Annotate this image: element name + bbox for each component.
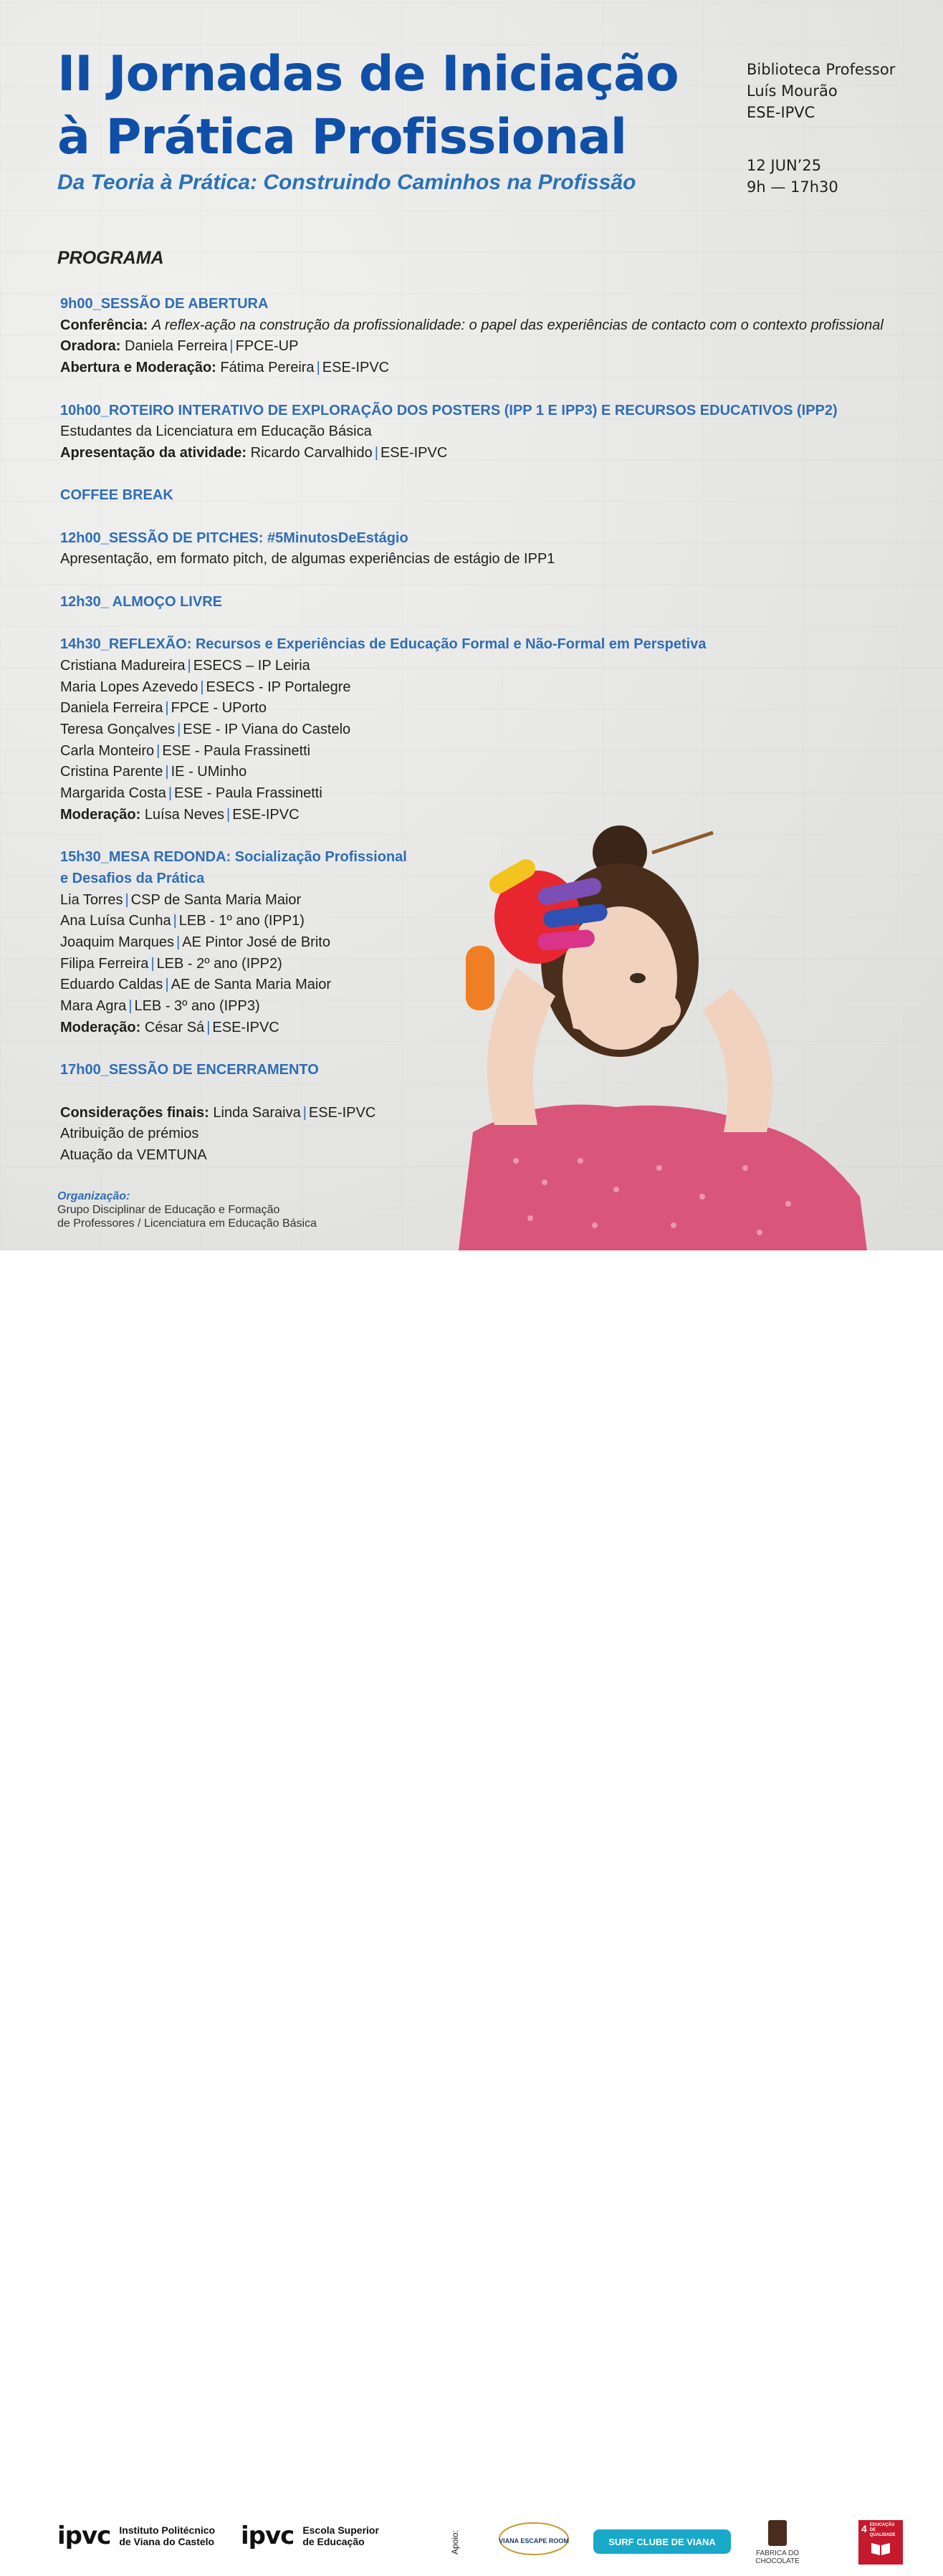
ipvc-logo-line: de Viana do Castelo bbox=[119, 2536, 215, 2547]
program-line bbox=[60, 421, 934, 443]
person-name: Mara Agra bbox=[60, 998, 127, 1015]
choc-line: CHOCOLATE bbox=[755, 2557, 800, 2565]
line-text: Apresentação, em formato pitch, de algumas experiências de estágio de IPP1 bbox=[60, 551, 555, 568]
affiliation: ESE - IP Viana do Castelo bbox=[183, 721, 351, 737]
person-name: Carla Monteiro bbox=[60, 742, 155, 759]
section-title: 17h00_SESSÃO DE ENCERRAMENTO bbox=[60, 1062, 319, 1078]
affiliation: AE de Santa Maria Maior bbox=[171, 977, 332, 993]
person-name: César Sá bbox=[144, 1019, 205, 1035]
separator: | bbox=[187, 657, 191, 674]
apoio-label: Apoio: bbox=[450, 2529, 460, 2555]
affiliation: LEB - 3º ano (IPP3) bbox=[134, 998, 260, 1015]
program-section bbox=[60, 485, 934, 507]
title-line-2: à Prática Profissional bbox=[57, 109, 627, 166]
person-name: Maria Lopes Azevedo bbox=[60, 679, 198, 695]
venue-location bbox=[747, 59, 933, 123]
program-section bbox=[60, 401, 934, 464]
affiliation: LEB - 2º ano (IPP2) bbox=[156, 955, 282, 972]
title-line-1: II Jornadas de Iniciação bbox=[57, 46, 679, 102]
escape-room-text: VIANA ESCAPE ROOM bbox=[499, 2537, 569, 2544]
fabrica-chocolate-logo[interactable] bbox=[754, 2519, 801, 2576]
person-name: Eduardo Caldas bbox=[60, 977, 163, 993]
chocolate-icon bbox=[767, 2519, 788, 2547]
program-section bbox=[60, 528, 934, 570]
section-title: 10h00_ROTEIRO INTERATIVO DE EXPLORAÇÃO DOS POSTERS (IPP 1 E IPP3) E RECURSOS EDUCATIVOS (IPP2) bbox=[60, 402, 838, 418]
separator: | bbox=[206, 1019, 211, 1035]
line-label: Moderação: bbox=[60, 1019, 141, 1035]
venue-info bbox=[747, 59, 933, 198]
ese-logo[interactable] bbox=[241, 2522, 379, 2550]
line-label: Apresentação da atividade: bbox=[60, 444, 247, 461]
venue-line: Luís Mourão bbox=[747, 82, 838, 100]
surf-clube-logo[interactable] bbox=[593, 2529, 731, 2554]
program-line bbox=[60, 805, 934, 826]
program-line bbox=[60, 443, 934, 464]
person-name: Cristina Parente bbox=[60, 764, 163, 780]
separator: | bbox=[229, 338, 234, 355]
event-date: 12 JUN’25 bbox=[747, 157, 822, 174]
affiliation: ESE-IPVC bbox=[322, 360, 390, 376]
separator: | bbox=[165, 700, 169, 717]
ese-logo-line: de Educação bbox=[302, 2536, 365, 2547]
separator: | bbox=[302, 1104, 307, 1121]
affiliation: ESE-IPVC bbox=[380, 444, 448, 461]
person-name: Daniela Ferreira bbox=[60, 700, 163, 717]
program-line bbox=[60, 762, 934, 783]
section-title-continued: e Desafios da Prática bbox=[60, 870, 205, 886]
separator: | bbox=[176, 934, 181, 950]
program-line bbox=[60, 719, 934, 741]
affiliation: ESECS - IP Portalegre bbox=[206, 679, 351, 695]
event-time: 9h — 17h30 bbox=[747, 178, 838, 196]
sdg-quality-education-badge[interactable] bbox=[858, 2520, 903, 2565]
poster bbox=[0, 0, 943, 1250]
line-label: Conferência: bbox=[60, 317, 148, 333]
sdg-text: EDUCAÇÃO DE QUALIDADE bbox=[869, 2523, 896, 2537]
organization-line: de Professores / Licenciatura em Educação Básica bbox=[57, 1217, 317, 1230]
affiliation: FPCE-UP bbox=[235, 338, 299, 355]
program-line bbox=[60, 358, 934, 379]
event-subtitle: Da Teoria à Prática: Construindo Caminhos na Profissão bbox=[57, 171, 636, 194]
affiliation: ESE-IPVC bbox=[212, 1019, 279, 1035]
separator: | bbox=[156, 742, 161, 759]
ese-logo-mark: ipvc bbox=[241, 2522, 295, 2550]
person-name: Daniela Ferreira bbox=[125, 338, 228, 355]
person-name: Luísa Neves bbox=[144, 806, 224, 823]
organization-title: Organização: bbox=[57, 1190, 130, 1202]
program-line bbox=[60, 698, 934, 719]
girl-painted-hand-photo bbox=[430, 824, 943, 1250]
person-name: Linda Saraiva bbox=[213, 1104, 301, 1121]
line-label: Moderação: bbox=[60, 806, 141, 823]
person-name: Filipa Ferreira bbox=[60, 955, 149, 972]
program-line bbox=[60, 656, 934, 677]
section-title: 14h30_REFLEXÃO: Recursos e Experiências de Educação Formal e Não-Formal em Perspetiva bbox=[60, 636, 707, 653]
affiliation: ESE-IPVC bbox=[232, 806, 300, 823]
program-line bbox=[60, 783, 934, 805]
affiliation: FPCE - UPorto bbox=[171, 700, 267, 717]
separator: | bbox=[125, 891, 129, 908]
affiliation: ESE - Paula Frassinetti bbox=[162, 742, 311, 759]
person-name: Ana Luísa Cunha bbox=[60, 913, 171, 929]
affiliation: CSP de Santa Maria Maior bbox=[130, 891, 302, 908]
venue-line: Biblioteca Professor bbox=[747, 61, 896, 78]
line-text: Atribuição de prémios bbox=[60, 1126, 199, 1142]
book-icon bbox=[870, 2541, 891, 2557]
section-title: 12h30_ ALMOÇO LIVRE bbox=[60, 593, 222, 610]
affiliation: IE - UMinho bbox=[171, 764, 247, 780]
person-name: Fátima Pereira bbox=[220, 360, 315, 376]
line-text: Estudantes da Licenciatura em Educação Básica bbox=[60, 423, 372, 440]
footer-logos bbox=[0, 1250, 943, 2565]
line-label: Oradora: bbox=[60, 338, 121, 355]
program-line bbox=[60, 336, 934, 358]
venue-when bbox=[747, 155, 933, 198]
affiliation: LEB - 1º ano (IPP1) bbox=[178, 913, 305, 929]
separator: | bbox=[150, 955, 155, 972]
person-name: Joaquim Marques bbox=[60, 934, 174, 950]
organization-line: Grupo Disciplinar de Educação e Formação bbox=[57, 1204, 280, 1216]
person-name: Teresa Gonçalves bbox=[60, 721, 176, 737]
person-name: Ricardo Carvalhido bbox=[250, 444, 373, 461]
section-title: 12h00_SESSÃO DE PITCHES: #5MinutosDeEstágio bbox=[60, 530, 408, 546]
section-title: 15h30_MESA REDONDA: Socialização Profissional bbox=[60, 849, 407, 866]
separator: | bbox=[165, 977, 169, 993]
affiliation: ESE-IPVC bbox=[308, 1104, 376, 1121]
program-line bbox=[60, 677, 934, 699]
section-title: 9h00_SESSÃO DE ABERTURA bbox=[60, 296, 269, 312]
ipvc-logo-mark: ipvc bbox=[57, 2522, 111, 2550]
person-name: Margarida Costa bbox=[60, 785, 166, 802]
person-name: Cristiana Madureira bbox=[60, 657, 186, 674]
viana-escape-room-logo[interactable] bbox=[494, 2519, 573, 2562]
program-section bbox=[60, 592, 934, 613]
program-section bbox=[60, 634, 934, 825]
program-line bbox=[60, 549, 934, 570]
line-label: Considerações finais: bbox=[60, 1104, 209, 1121]
surf-clube-text: SURF CLUBE DE VIANA bbox=[608, 2536, 716, 2547]
affiliation: ESECS – IP Leiria bbox=[193, 657, 310, 674]
separator: | bbox=[316, 360, 320, 376]
affiliation: AE Pintor José de Brito bbox=[182, 934, 330, 950]
separator: | bbox=[128, 998, 133, 1015]
affiliation: ESE - Paula Frassinetti bbox=[174, 785, 322, 802]
event-title bbox=[57, 43, 738, 169]
person-name: Lia Torres bbox=[60, 891, 123, 908]
ese-logo-line: Escola Superior bbox=[302, 2524, 379, 2536]
separator: | bbox=[226, 806, 231, 823]
section-title: COFFEE BREAK bbox=[60, 487, 173, 504]
ipvc-logo-line: Instituto Politécnico bbox=[119, 2524, 216, 2536]
line-text: Atuação da VEMTUNA bbox=[60, 1147, 207, 1163]
ipvc-logo-text bbox=[119, 2524, 215, 2547]
program-line bbox=[60, 741, 934, 762]
choc-line: FABRICA DO bbox=[755, 2549, 799, 2557]
venue-line: ESE-IPVC bbox=[747, 104, 815, 121]
separator: | bbox=[374, 444, 378, 461]
separator: | bbox=[177, 721, 181, 737]
ese-logo-text bbox=[302, 2524, 379, 2547]
separator: | bbox=[200, 679, 204, 695]
separator: | bbox=[168, 785, 173, 802]
separator: | bbox=[173, 913, 177, 929]
organization bbox=[57, 1189, 317, 1230]
separator: | bbox=[165, 764, 169, 780]
program-section bbox=[60, 294, 934, 379]
sdg-number: 4 bbox=[861, 2523, 867, 2534]
line-label: Abertura e Moderação: bbox=[60, 360, 216, 376]
program-line bbox=[60, 315, 934, 337]
programa-heading: PROGRAMA bbox=[57, 248, 164, 268]
ipvc-logo[interactable] bbox=[57, 2522, 216, 2550]
line-italic-text: A reflex-ação na construção da profissionalidade: o papel das experiências de contacto com o contexto profissional bbox=[151, 317, 884, 333]
